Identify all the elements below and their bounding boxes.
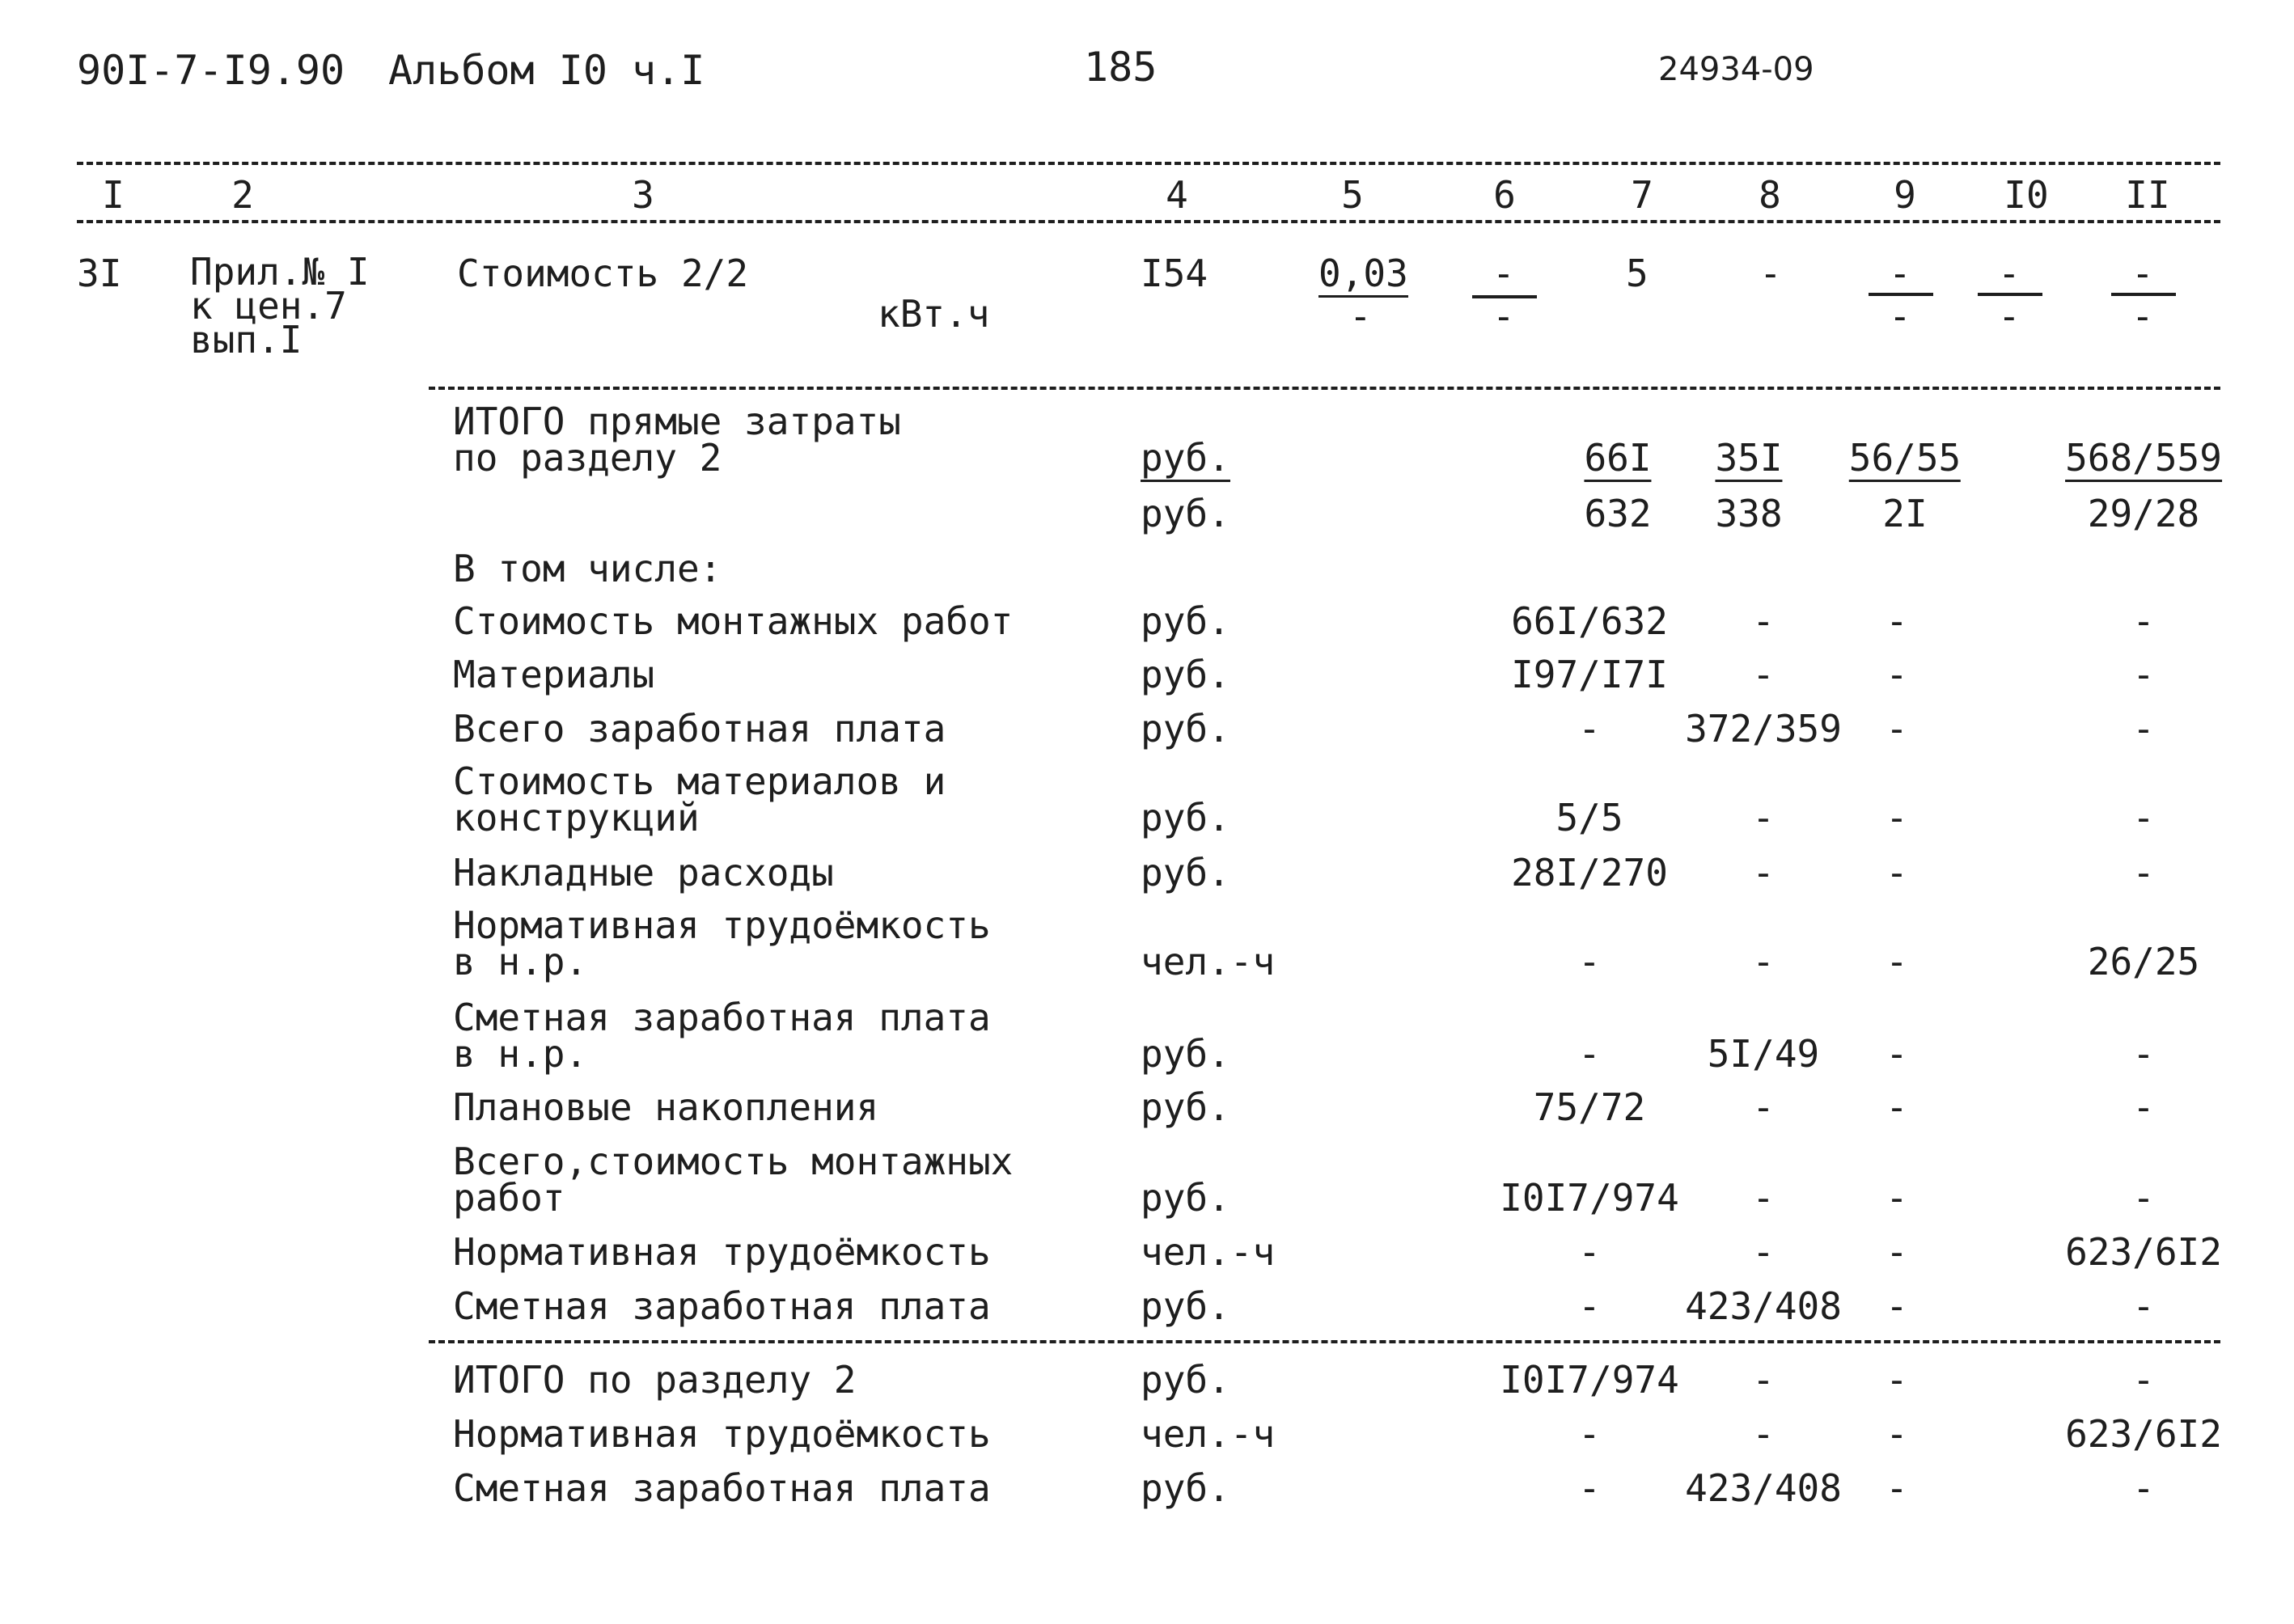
row-c8: -	[1752, 1230, 1775, 1274]
row-c7: -	[1578, 940, 1601, 983]
row-label: Всего,стоимость монтажных	[453, 1140, 1014, 1183]
row-c8: -	[1752, 653, 1775, 696]
row-c8: -	[1752, 1358, 1775, 1402]
item-reference	[190, 250, 370, 362]
item-col5: 0,03	[1318, 255, 1408, 298]
row-label: Стоимость монтажных работ	[453, 599, 1014, 643]
row-unit: чел.-ч	[1141, 940, 1276, 983]
item-col10: -	[1998, 252, 2021, 295]
row-c11: 26/25	[2087, 940, 2200, 983]
row-c8: -	[1752, 940, 1775, 983]
row-label: Нормативная трудоёмкость	[453, 1412, 991, 1456]
row-label: Нормативная трудоёмкость	[453, 903, 991, 947]
page-number: 185	[1084, 44, 1158, 91]
row-unit: руб.	[1141, 1032, 1230, 1076]
item-col11-lower: -	[2131, 294, 2154, 338]
row-c11: -	[2132, 1284, 2155, 1328]
row-unit: руб.	[1141, 707, 1230, 751]
reference-line: Прил.№ I	[190, 250, 370, 294]
column-number: 4	[1166, 173, 1188, 217]
item-col9: -	[1889, 252, 1911, 295]
row-unit: руб.	[1141, 1358, 1230, 1402]
row-c9: -	[1886, 1466, 1908, 1510]
row-c9: -	[1886, 1085, 1908, 1129]
row-c11: -	[2132, 1032, 2155, 1076]
row-label: Всего заработная плата	[453, 707, 946, 751]
row-c11: -	[2132, 599, 2155, 643]
item-col9-lower: -	[1889, 294, 1911, 338]
item-col6-lower: -	[1492, 294, 1515, 338]
column-number: 5	[1341, 173, 1364, 217]
row-c7: I0I7/974	[1500, 1358, 1679, 1402]
column-number: 6	[1493, 173, 1516, 217]
row-c11: -	[2132, 707, 2155, 751]
column-number: 2	[231, 173, 254, 217]
header-top-rule	[77, 162, 2220, 165]
row-c11: -	[2132, 1085, 2155, 1129]
row-c11: 623/6I2	[2065, 1412, 2222, 1456]
row-label: Плановые накопления	[453, 1085, 879, 1129]
row-c9: -	[1886, 1032, 1908, 1076]
row-c7: I97/I7I	[1511, 653, 1668, 696]
row-c11: 623/6I2	[2065, 1230, 2222, 1274]
direct-costs-c7-top: 66I	[1584, 439, 1651, 482]
row-c11: -	[2132, 1358, 2155, 1402]
row-c8: -	[1752, 1176, 1775, 1220]
column-number: 9	[1894, 173, 1916, 217]
item-col4: I54	[1141, 252, 1208, 295]
row-label: Нормативная трудоёмкость	[453, 1230, 991, 1274]
direct-costs-c9-top: 56/55	[1849, 439, 1961, 482]
column-number: I0	[2004, 173, 2049, 217]
row-c8: -	[1752, 851, 1775, 894]
row-label: Накладные расходы	[453, 851, 834, 894]
row-c7: -	[1578, 1230, 1601, 1274]
document-code: 90I-7-I9.90	[77, 47, 345, 94]
row-label: Сметная заработная плата	[453, 996, 991, 1039]
item-col8: -	[1759, 252, 1782, 295]
item-number: 3I	[77, 252, 122, 295]
album-label: Альбом I0 ч.I	[388, 47, 705, 94]
row-label: Сметная заработная плата	[453, 1466, 991, 1510]
section-rule	[429, 387, 2220, 390]
column-number: 7	[1631, 173, 1653, 217]
row-unit: руб.	[1141, 851, 1230, 894]
row-unit: руб.	[1141, 1085, 1230, 1129]
row-c11: -	[2132, 653, 2155, 696]
item-col5-lower: -	[1349, 294, 1372, 338]
row-c8: -	[1752, 1412, 1775, 1456]
row-unit: руб.	[1141, 653, 1230, 696]
row-unit: руб.	[1141, 599, 1230, 643]
row-c11: -	[2132, 796, 2155, 839]
column-number: I	[102, 173, 125, 217]
direct-costs-c8-bottom: 338	[1715, 492, 1783, 535]
direct-costs-c11-top: 568/559	[2065, 439, 2222, 482]
direct-costs-unit-top: руб.	[1141, 439, 1230, 482]
row-c9: -	[1886, 940, 1908, 983]
row-unit: руб.	[1141, 1176, 1230, 1220]
row-c8: 423/408	[1685, 1466, 1842, 1510]
row-unit: руб.	[1141, 796, 1230, 839]
row-c7: 5/5	[1555, 796, 1623, 839]
reference-line: вып.I	[190, 318, 303, 362]
row-c7: -	[1578, 1284, 1601, 1328]
row-label: конструкций	[453, 796, 700, 839]
including-label: В том числе:	[453, 547, 722, 590]
row-c11: -	[2132, 1466, 2155, 1510]
direct-costs-c8-top: 35I	[1715, 439, 1782, 482]
row-c9: -	[1886, 1176, 1908, 1220]
row-c11: -	[2132, 1176, 2155, 1220]
row-label: работ	[453, 1176, 565, 1220]
row-c7: -	[1578, 707, 1601, 751]
row-unit: руб.	[1141, 1466, 1230, 1510]
row-c9: -	[1886, 707, 1908, 751]
archive-number: 24934-09	[1658, 51, 1814, 88]
row-label: Стоимость материалов и	[453, 759, 946, 803]
row-c7: I0I7/974	[1500, 1176, 1679, 1220]
reference-line: к цен.7	[190, 284, 347, 328]
row-unit: чел.-ч	[1141, 1412, 1276, 1456]
item-name: Стоимость 2/2	[457, 252, 749, 295]
row-c7: 66I/632	[1511, 599, 1668, 643]
direct-costs-c11-bottom: 29/28	[2087, 492, 2200, 535]
row-c7: -	[1578, 1032, 1601, 1076]
row-c9: -	[1886, 599, 1908, 643]
row-c9: -	[1886, 1358, 1908, 1402]
row-c11: -	[2132, 851, 2155, 894]
row-label: Сметная заработная плата	[453, 1284, 991, 1328]
row-label: ИТОГО по разделу 2	[453, 1358, 857, 1402]
direct-costs-label-2: по разделу 2	[453, 436, 722, 480]
row-c8: 372/359	[1685, 707, 1842, 751]
row-c8: 5I/49	[1707, 1032, 1820, 1076]
item-col6: -	[1492, 252, 1515, 295]
row-unit: чел.-ч	[1141, 1230, 1276, 1274]
direct-costs-c7-bottom: 632	[1584, 492, 1652, 535]
row-c9: -	[1886, 1412, 1908, 1456]
direct-costs-c9-bottom: 2I	[1882, 492, 1928, 535]
row-c9: -	[1886, 851, 1908, 894]
row-c8: 423/408	[1685, 1284, 1842, 1328]
direct-costs-label-1: ИТОГО прямые затраты	[453, 400, 901, 443]
row-c8: -	[1752, 1085, 1775, 1129]
item-col7: 5	[1626, 252, 1649, 295]
row-label: Материалы	[453, 653, 655, 696]
row-c9: -	[1886, 653, 1908, 696]
direct-costs-unit-bottom: руб.	[1141, 492, 1230, 535]
row-c7: -	[1578, 1466, 1601, 1510]
column-number: 3	[632, 173, 654, 217]
row-c8: -	[1752, 599, 1775, 643]
row-label: в н.р.	[453, 940, 588, 983]
column-number: II	[2125, 173, 2170, 217]
row-unit: руб.	[1141, 1284, 1230, 1328]
header-bottom-rule	[77, 220, 2220, 223]
row-c7: 75/72	[1533, 1085, 1646, 1129]
item-unit: кВт.ч	[878, 292, 990, 336]
row-c7: -	[1578, 1412, 1601, 1456]
item-col11: -	[2131, 252, 2154, 295]
row-c9: -	[1886, 1284, 1908, 1328]
row-c9: -	[1886, 1230, 1908, 1274]
row-c8: -	[1752, 796, 1775, 839]
totals-rule	[429, 1340, 2220, 1343]
row-label: в н.р.	[453, 1032, 588, 1076]
row-c9: -	[1886, 796, 1908, 839]
column-number: 8	[1759, 173, 1781, 217]
row-c7: 28I/270	[1511, 851, 1668, 894]
item-col10-lower: -	[1998, 294, 2021, 338]
